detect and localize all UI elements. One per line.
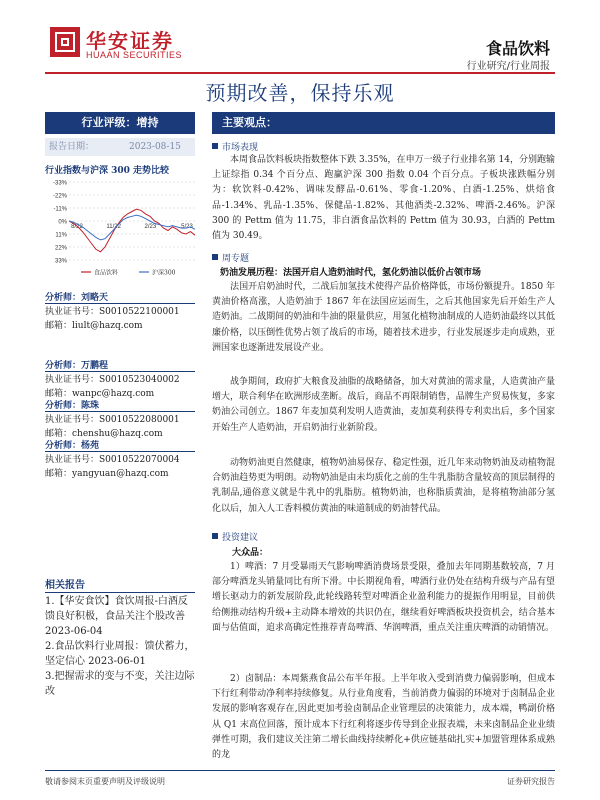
section-invest-title: 投资建议 xyxy=(222,533,259,543)
y-tick-label: 11% xyxy=(55,232,67,239)
logo-text-en: HUAAN SECURITIES xyxy=(86,50,183,60)
cert-number: S0010522100001 xyxy=(99,307,180,317)
analyst-name xyxy=(45,358,108,371)
weekly-paragraph-1: 法国开启奶油时代，二战后加氢技术使得产品价格降低，市场份额提升。1850 年黄油价格高涨，人造奶油于 1867 年在法国应运而生，之后其他国家先后开始生产人造奶油。二战期间的奶油和牛油的限量供应，用氢化植物油制成的人造奶油最终以其低廉价格，以压倒性优势占领了战后的市场，随着技术进步，行业发展逐步走向成熟，亚洲国家也逐渐进发展设产业。 xyxy=(212,282,555,353)
email-label: 邮箱： xyxy=(45,429,73,439)
related-report-item[interactable]: 2.食品饮料行业周报：馈伏蓄力，坚定信心 2023-06-01 xyxy=(45,641,195,667)
weekly-topic-title: 奶油发展历程：法国开启人造奶油时代，氢化奶油以低价占领市场 xyxy=(220,268,482,278)
analyst-divider xyxy=(45,451,195,452)
invest-item-braised: 2）卤制品：本周紫燕食品公布半年报。上半年收入受到消费力偏弱影响，但成本下行红利带动净利率持续修复。从行业角度看，当前消费力偏弱的环境对于卤制品企业发展的影响客观存在,因此更加考验卤制品企业管理层的决策能力，成本端，鸭副价格从 Q1 末高位回落，预计成本下行红利将逐步传导到企业报表端，未来卤制品企业业绩弹性可期，我们建议关注第二增长曲线持续孵化+供应链基础扎实+加盟管理体系成熟的龙 xyxy=(212,674,555,761)
cert-number: S0010522070004 xyxy=(99,455,180,465)
report-date-label: 报告日期： xyxy=(49,142,95,152)
industry-rating: 行业评级：增持 xyxy=(45,112,195,134)
bullet-square-icon xyxy=(212,254,218,260)
analyst-role-label: 分析师： xyxy=(45,361,82,371)
y-tick-label: -33% xyxy=(52,180,67,187)
related-reports-list xyxy=(45,594,197,699)
cert-label: 执业证书号： xyxy=(45,415,100,425)
analyst-divider xyxy=(45,371,195,372)
email-label: 邮箱： xyxy=(45,321,73,331)
bullet-square-icon xyxy=(212,143,218,149)
section-market-title: 市场表现 xyxy=(222,143,259,153)
related-report-item[interactable]: 1.【华安食饮】食饮周报-白酒反馈良好积极，食品关注个股改善 2023-06-04 xyxy=(45,596,188,637)
mass-goods-title: 大众品： xyxy=(232,548,269,558)
cert-number: S0010523040002 xyxy=(99,375,180,385)
analyst-contact xyxy=(45,453,180,481)
market-paragraph: 本周食品饮料板块指数整体下跌 3.35%，在申万一级子行业排名第 14，分别跑输上证综指 0.34 个百分点、跑赢沪深 300 指数 0.04 个百分点。子板块涨跌幅分别为：软饮料-0.42%、调味发酵品-0.61%、零食-1.20%、白酒-1.25%、烘焙食品-1.34%、乳品-1.35%、保健品-1.82%、其他酒类-2.32%、啤酒-2.46%。沪深 300 的 Pettm 值为 11.75，非白酒食品饮料的 Pettm 值为 30.93，白酒的 Pettm 值为 30.49。 xyxy=(212,155,555,242)
report-date-row xyxy=(45,138,195,156)
x-tick-label: 5/23 xyxy=(181,224,193,230)
report-category: 食品饮料 xyxy=(485,39,550,58)
footer-disclaimer[interactable]: 敬请参阅末页重要声明及评级说明 xyxy=(45,777,165,786)
x-tick-label: 11/22 xyxy=(106,224,121,230)
analyst-name xyxy=(45,290,108,303)
section-weekly-title: 周专题 xyxy=(222,254,250,264)
analyst-contact xyxy=(45,413,180,441)
cert-number: S0010522080001 xyxy=(99,415,180,425)
cert-label: 执业证书号： xyxy=(45,307,100,317)
chart-title: 行业指数与沪深 300 走势比较 xyxy=(45,166,170,176)
legend-label: 沪深300 xyxy=(152,269,176,277)
analyst-divider xyxy=(45,411,195,412)
analyst-contact xyxy=(45,373,180,401)
analyst-contact xyxy=(45,305,180,333)
email-address[interactable]: chenshu@hazq.com xyxy=(72,429,163,439)
section-weekly xyxy=(212,251,249,264)
legend-label: 食品饮料 xyxy=(94,269,119,277)
email-address[interactable]: wanpc@hazq.com xyxy=(72,389,155,399)
analyst-name-value: 陈珠 xyxy=(81,401,100,411)
email-label: 邮箱： xyxy=(45,389,73,399)
analyst-role-label: 分析师： xyxy=(45,401,82,411)
email-address[interactable]: yangyuan@hazq.com xyxy=(72,469,169,479)
y-tick-label: -11% xyxy=(53,206,67,213)
related-reports-title: 相关报告 xyxy=(45,580,85,591)
logo-mark xyxy=(50,27,80,57)
y-tick-label: -22% xyxy=(52,193,67,200)
series-line xyxy=(69,209,195,252)
email-label: 邮箱： xyxy=(45,469,73,479)
header-divider xyxy=(45,72,555,74)
analyst-role-label: 分析师： xyxy=(45,293,82,303)
y-tick-label: 0% xyxy=(58,219,67,226)
footer-divider xyxy=(45,770,555,771)
page-title: 预期改善，保持乐观 xyxy=(205,81,395,105)
analyst-name xyxy=(45,398,99,411)
bullet-square-icon xyxy=(212,533,218,539)
analyst-name-value: 刘略天 xyxy=(81,293,109,303)
analyst-name-value: 杨苑 xyxy=(81,441,100,451)
email-address[interactable]: liult@hazq.com xyxy=(72,321,143,331)
analyst-name-value: 万鹏程 xyxy=(81,361,109,371)
y-tick-label: 22% xyxy=(54,245,67,252)
series-line xyxy=(69,215,195,240)
invest-item-beer: 1）啤酒：7 月受暴雨天气影响啤酒消费场景受限，叠加去年同期基数较高，7 月部分啤酒龙头销量同比有所下滑。中长期视角看，啤酒行业仍处在结构升级与产品有望增长驱动力的新发展阶段,此轮线路转型对啤酒企业盈利能力的提振作用明显，目前供给侧推动结构升级+主动降本增效的共识仍在，继续看好啤酒板块投资机会，结合基本面与估值面，追求高确定性推荐青岛啤酒、华润啤酒，重点关注重庆啤酒的动销情况。 xyxy=(212,562,555,633)
cert-label: 执业证书号： xyxy=(45,455,100,465)
analyst-name xyxy=(45,438,99,451)
logo-text-cn: 华安证券 xyxy=(86,29,174,53)
weekly-paragraph-2: 战争期间，政府扩大粮食及油脂的战略储备，加大对黄油的需求量，人造黄油产量增大，联合利华在欧洲形成垄断。战后，商品不再限制销售，品牌生产贸易恢复，多家奶油公司创立。1867 年麦加莫利发明人造黄油，麦加莫利获得专利卖出后，多个国家开始生产人造奶油，开启奶油行业新阶段。 xyxy=(212,377,555,433)
weekly-paragraph-3: 动物奶油更自然健康，植物奶油易保存、稳定性强，近几年来动物奶油及动植物混合奶油趋势更为明朗。动物奶油是由未均质化之前的生牛乳脂肪含量较高的顶层制得的乳制品,通俗意义就是牛乳中的乳脂肪。植物奶油，也称脂质黄油，是将植物油部分氢化以后，加入人工香料模仿黄油的味道制成的奶油替代品。 xyxy=(212,458,555,514)
analyst-divider xyxy=(45,303,195,304)
key-points-title: 主要观点： xyxy=(222,116,277,129)
report-subcategory: 行业研究/行业周报 xyxy=(466,61,550,72)
section-invest xyxy=(212,530,258,543)
footer-label: 证券研究报告 xyxy=(507,777,555,786)
section-market xyxy=(212,140,258,153)
related-report-item[interactable]: 3.把握需求的变与不变，关注边际改 xyxy=(45,671,195,697)
related-reports-divider xyxy=(45,592,195,593)
report-date-value: 2023-08-15 xyxy=(129,142,181,152)
index-comparison-chart xyxy=(45,176,197,281)
x-tick-label: 2/23 xyxy=(144,224,157,230)
x-tick-label: 8/22 xyxy=(71,224,83,230)
y-tick-label: 33% xyxy=(54,258,67,265)
cert-label: 执业证书号： xyxy=(45,375,100,385)
analyst-role-label: 分析师： xyxy=(45,441,82,451)
